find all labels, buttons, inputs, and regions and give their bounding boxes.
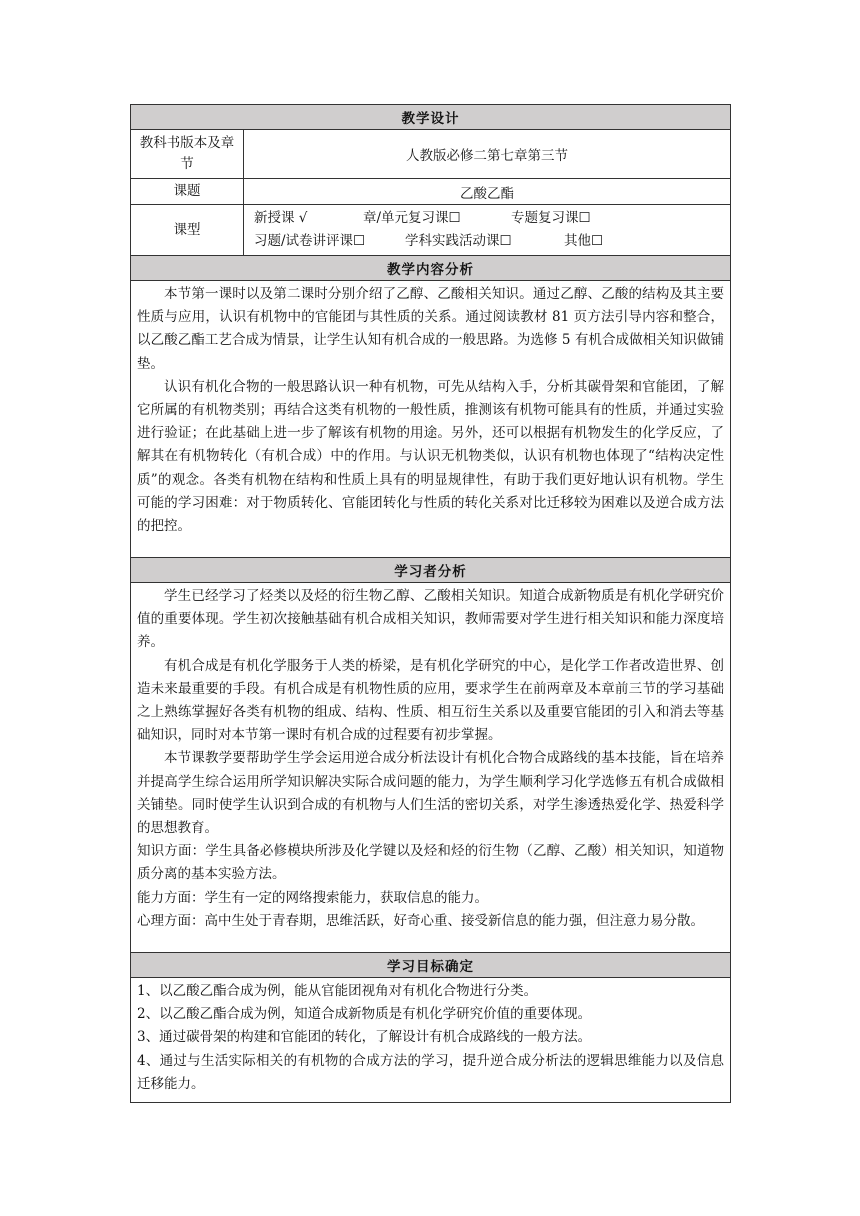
learner-ability: 能力方面：学生有一定的网络搜索能力，获取信息的能力。: [137, 889, 488, 906]
textbook-value: 人教版必修二第七章第三节: [244, 130, 731, 179]
objective-item: 4、通过与生活实际相关的有机物的合成方法的学习，提升逆合成分析法的逻辑思维能力以及信息迁移能力。: [137, 1052, 724, 1092]
content-analysis-body: [131, 281, 731, 558]
learner-knowledge: 知识方面：学生具备必修模块所涉及化学键以及烃和烃的衍生物（乙醇、乙酸）相关知识，知道物质分离的基本实验方法。: [137, 843, 724, 883]
option-unit-review: 章/单元复习课☐: [363, 210, 461, 226]
option-topic-review: 专题复习课☐: [511, 210, 591, 226]
option-other: 其他☐: [564, 233, 604, 249]
option-new-lesson: 新授课 √: [254, 210, 308, 226]
content-paragraph: 认识有机化合物的一般思路认识一种有机物，可先从结构入手，分析其碳骨架和官能团，了解它所属的有机物类别；再结合这类有机物的一般性质，推测该有机物可能具有的性质，并通过实验进行验证；在此基础上进一步了解该有机物的用途。另外，还可以根据有机物发生的化学反应，了解其在有机物转化（有机合成）中的作用。与认识无机物类似，认识有机物也体现了“结构决定性质”的观念。各类有机物在结构和性质上具有的明显规律性，有助于我们更好地认识有机物。学生可能的学习困难：对于物质转化、官能团转化与性质的转化关系对比迁移较为困难以及逆合成方法的把控。: [137, 378, 724, 535]
section-header-objectives: 学习目标确定: [131, 953, 731, 978]
lesson-plan-table: [130, 104, 731, 1103]
lesson-type-row-2: [254, 230, 720, 253]
lesson-plan-document: [130, 104, 730, 1103]
section-header-design: 教学设计: [131, 105, 731, 130]
objective-item: 1、以乙酸乙酯合成为例，能从官能团视角对有机化合物进行分类。: [137, 983, 538, 999]
content-paragraph: 本节第一课时以及第二课时分别介绍了乙醇、乙酸相关知识。通过乙醇、乙酸的结构及其主要性质与应用，认识有机物中的官能团与其性质的关系。通过阅读教材 81 页方法引导内容和整合，以乙酸乙酯工艺合成为情景，让学生认知有机合成的一般思路。为选修 5 有机合成做相关知识做铺垫。: [137, 286, 724, 372]
topic-label: 课题: [131, 179, 244, 205]
section-header-content-analysis: 教学内容分析: [131, 256, 731, 281]
learner-psychology: 心理方面：高中生处于青春期，思维活跃，好奇心重、接受新信息的能力强，但注意力易分散。: [137, 912, 704, 929]
textbook-label: 教科书版本及章节: [131, 130, 244, 179]
objective-item: 3、通过碳骨架的构建和官能团的转化，了解设计有机合成路线的一般方法。: [137, 1029, 592, 1046]
learner-paragraph: 学生已经学习了烃类以及烃的衍生物乙醇、乙酸相关知识。知道合成新物质是有机化学研究价值的重要体现。学生初次接触基础有机合成相关知识，教师需要对学生进行相关知识和能力深度培养。: [137, 588, 724, 651]
lesson-type-row-1: [254, 207, 720, 230]
objectives-body: [131, 978, 731, 1103]
learner-paragraph: 本节课教学要帮助学生学会运用逆合成分析法设计有机化合物合成路线的基本技能，旨在培养并提高学生综合运用所学知识解决实际合成问题的能力，为学生顺利学习化学选修五有机合成做相关铺垫。同时使学生认识到合成的有机物与人们生活的密切关系，对学生渗透热爱化学、热爱科学的思想教育。: [137, 750, 724, 837]
section-header-learner-analysis: 学习者分析: [131, 558, 731, 583]
lesson-type-label: 课型: [131, 205, 244, 256]
objective-item: 2、以乙酸乙酯合成为例，知道合成新物质是有机化学研究价值的重要体现。: [137, 1006, 592, 1023]
learner-paragraph: 有机合成是有机化学服务于人类的桥梁，是有机化学研究的中心，是化学工作者改造世界、创造未来最重要的手段。有机合成是有机物性质的应用，要求学生在前两章及本章前三节的学习基础之上熟练掌握好各类有机物的组成、结构、性质、相互衍生关系以及重要官能团的引入和消去等基础知识，同时对本节第一课时有机合成的过程要有初步掌握。: [137, 657, 724, 744]
topic-value: 乙酸乙酯: [244, 179, 731, 205]
learner-analysis-body: [131, 583, 731, 953]
option-practice-activity: 学科实践活动课☐: [405, 233, 512, 249]
lesson-type-options: [244, 205, 731, 256]
option-exercise-review: 习题/试卷讲评课☐: [254, 233, 366, 249]
